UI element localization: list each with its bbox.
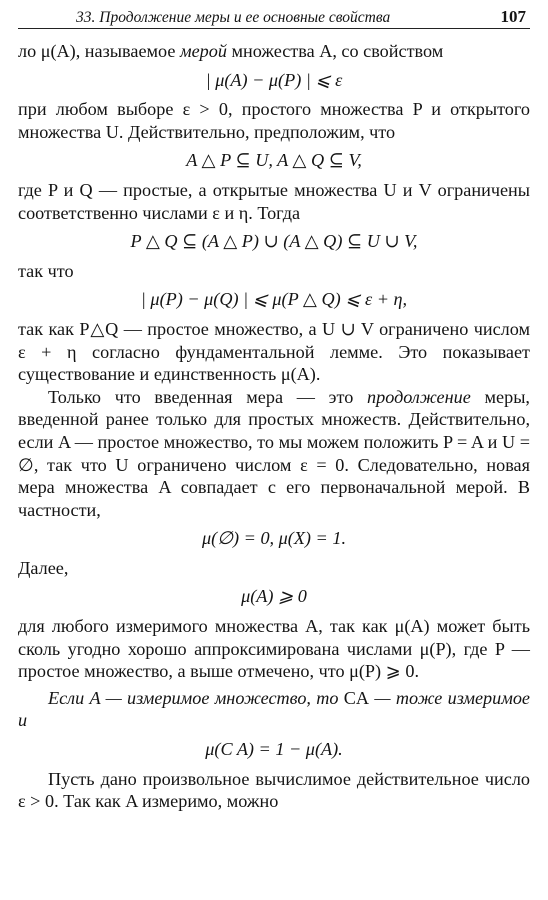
paragraph: Далее, <box>18 557 69 578</box>
paragraph: так как P△Q — простое множество, а U ∪ V ограничено числом ε + η согласно фундаментальной лемме. Это показывает существование и единственность μ(A). <box>18 318 530 385</box>
paragraph: где P и Q — простые, а открытые множества U и V ограничены соответственно числами ε и η. Тогда <box>18 179 530 223</box>
paragraph: Только что введенная мера — это продолжение меры, введенной ранее только для простых множеств. Действительно, если A — простое множество, то мы можем положить P = A и U = ∅, так что U ограничено числом ε = 0. Следовательно, новая мера множества A совпадает с его первоначальной мерой. В частности, <box>18 386 530 520</box>
formula: μ(∅) = 0, μ(X) = 1. <box>202 528 346 549</box>
page-number: 107 <box>500 7 526 26</box>
theorem-statement: Если A — измеримое множество, то CA — тоже измеримое и <box>18 687 531 731</box>
formula: μ(C A) = 1 − μ(A). <box>205 739 343 760</box>
formula: | μ(A) − μ(P) | ⩽ ε <box>205 69 343 90</box>
paragraph: так что <box>18 260 74 281</box>
formula: A △ P ⊆ U, A △ Q ⊆ V, <box>186 150 362 171</box>
formula: | μ(P) − μ(Q) | ⩽ μ(P △ Q) ⩽ ε + η, <box>140 289 408 310</box>
paragraph: ло μ(A), называемое мерой множества A, со свойством <box>18 41 444 61</box>
emphasis: продолжение <box>367 386 471 407</box>
formula: P △ Q ⊆ (A △ P) ∪ (A △ Q) ⊆ U ∪ V, <box>130 231 418 252</box>
emphasis: мерой <box>179 41 227 61</box>
paragraph: для любого измеримого множества A, так как μ(A) может быть сколь угодно хорошо аппроксимирована числами μ(P), где P — простое множество, а выше отмечено, что μ(P) ⩾ 0. <box>18 616 530 682</box>
paragraph: при любом выборе ε > 0, простого множества P и открытого множества U. Действительно, предположим, что <box>18 99 530 142</box>
paragraph: Пусть дано произвольное вычислимое действительное число ε > 0. Так как A измеримо, можно <box>18 768 530 812</box>
running-header <box>18 6 530 29</box>
page-body <box>18 40 530 813</box>
section-title: 33. Продолжение меры и ее основные свойства <box>76 9 391 26</box>
formula: μ(A) ⩾ 0 <box>241 586 307 607</box>
